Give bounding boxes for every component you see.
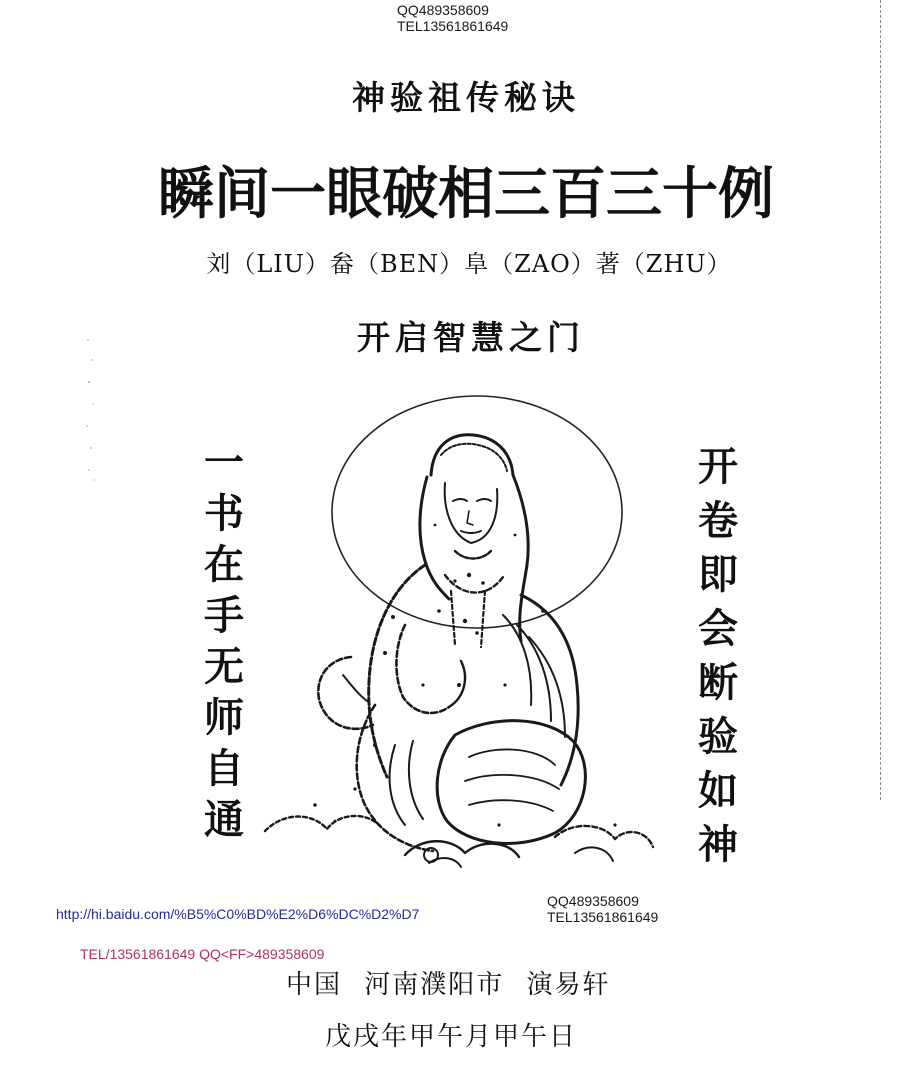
right-slogan-char: 会 — [698, 606, 738, 652]
right-slogan-char: 即 — [698, 552, 738, 598]
right-slogan-char: 如 — [698, 768, 738, 814]
left-slogan-char: 师 — [204, 695, 244, 741]
right-slogan-char: 开 — [698, 444, 738, 490]
left-slogan-char: 通 — [204, 797, 244, 843]
watermark-qq: QQ489358609 — [547, 893, 639, 909]
watermark-qq: QQ489358609 — [397, 2, 489, 18]
watermark-middle — [547, 893, 658, 925]
right-slogan-char: 断 — [698, 660, 738, 706]
scan-edge-line — [880, 0, 882, 800]
right-slogan-char: 卷 — [698, 498, 738, 544]
publisher-place: 中国 河南濮阳市 演易轩 — [286, 970, 611, 1000]
left-slogan-char: 自 — [204, 746, 244, 792]
watermark-tel: TEL13561861649 — [397, 18, 509, 34]
left-slogan-char: 书 — [204, 491, 244, 537]
left-slogan-char: 一 — [204, 440, 244, 486]
subtitle: 开启智慧之门 — [357, 318, 585, 357]
author-line: 刘（LIU）畚（BEN）阜（ZAO）著（ZHU） — [206, 250, 732, 278]
right-slogan-char: 神 — [698, 822, 738, 868]
left-slogan-char: 手 — [204, 593, 244, 639]
left-slogan-char: 在 — [204, 542, 244, 588]
right-vertical-slogan — [694, 440, 742, 872]
left-vertical-slogan — [200, 438, 248, 846]
series-title: 神验祖传秘诀 — [352, 78, 580, 117]
right-slogan-char: 验 — [698, 714, 738, 760]
left-slogan-char: 无 — [204, 644, 244, 690]
watermark-tel: TEL13561861649 — [547, 909, 659, 925]
book-title: 瞬间一眼破相三百三十例 — [158, 161, 774, 227]
publish-date: 戊戌年甲午月甲午日 — [325, 1022, 578, 1052]
seated-guanyin-illustration — [255, 385, 665, 900]
watermark-top — [397, 2, 508, 34]
contact-line: TEL/13561861649 QQ<FF>489358609 — [80, 946, 325, 962]
baidu-link[interactable]: http://hi.baidu.com/%B5%C0%BD%E2%D6%DC%D2%D7 — [56, 906, 420, 922]
